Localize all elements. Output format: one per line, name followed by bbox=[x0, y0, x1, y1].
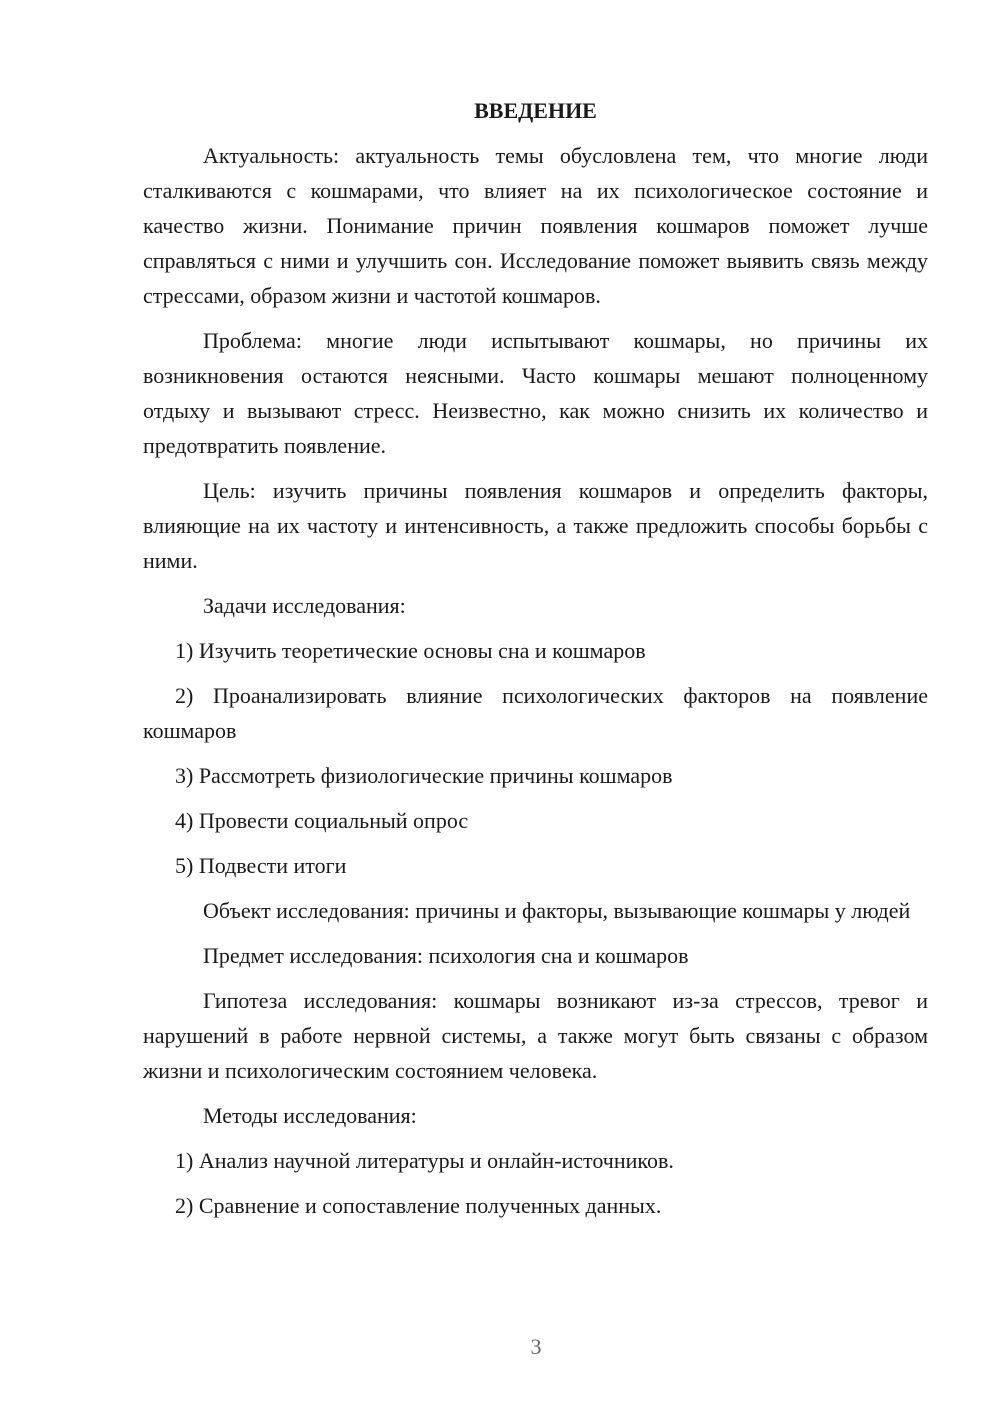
hypothesis-paragraph: Гипотеза исследования: кошмары возникают из-за стрессов, тревог и нарушений в работе нервной системы, а также могут быть связаны с образом жизни и психологическим состоянием человека. bbox=[143, 988, 928, 1083]
subject-paragraph: Предмет исследования: психология сна и кошмаров bbox=[203, 943, 689, 968]
section-heading: ВВЕДЕНИЕ bbox=[474, 98, 597, 123]
task-item-4: 4) Провести социальный опрос bbox=[175, 808, 469, 833]
task-item-1: 1) Изучить теоретические основы сна и кошмаров bbox=[175, 638, 646, 663]
page-content bbox=[143, 93, 928, 1233]
task-item-5: 5) Подвести итоги bbox=[175, 853, 347, 878]
method-item-1: 1) Анализ научной литературы и онлайн-источников. bbox=[175, 1148, 674, 1173]
relevance-paragraph: Актуальность: актуальность темы обусловлена тем, что многие люди сталкиваются с кошмарами, что влияет на их психологическое состояние и качество жизни. Понимание причин появления кошмаров поможет лучше справляться с ними и улучшить сон. Исследование поможет выявить связь между стрессами, образом жизни и частотой кошмаров. bbox=[143, 143, 928, 308]
page-number: 3 bbox=[530, 1334, 542, 1359]
tasks-title: Задачи исследования: bbox=[203, 593, 406, 618]
object-paragraph: Объект исследования: причины и факторы, вызывающие кошмары у людей bbox=[203, 898, 911, 923]
goal-paragraph: Цель: изучить причины появления кошмаров и определить факторы, влияющие на их частоту и интенсивность, а также предложить способы борьбы с ними. bbox=[143, 478, 928, 573]
problem-paragraph: Проблема: многие люди испытывают кошмары, но причины их возникновения остаются неясными. Часто кошмары мешают полноценному отдыху и вызывают стресс. Неизвестно, как можно снизить их количество и предотвратить появление. bbox=[143, 328, 928, 458]
methods-title: Методы исследования: bbox=[203, 1103, 417, 1128]
task-item-2: 2) Проанализировать влияние психологических факторов на появление кошмаров bbox=[143, 683, 928, 743]
task-item-3: 3) Рассмотреть физиологические причины кошмаров bbox=[175, 763, 673, 788]
method-item-2: 2) Сравнение и сопоставление полученных данных. bbox=[175, 1193, 662, 1218]
